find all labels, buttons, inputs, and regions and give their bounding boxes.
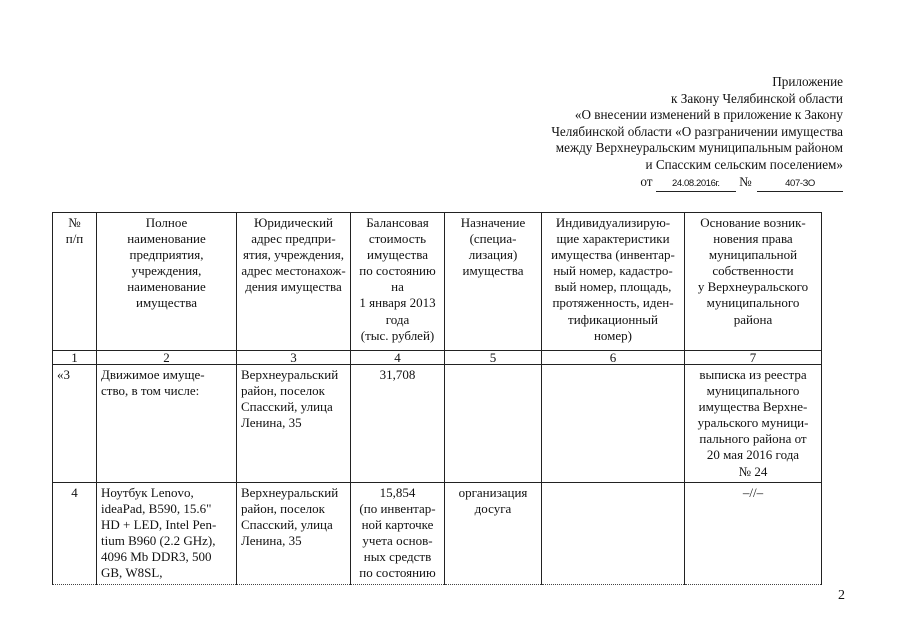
cell-line: Ноутбук Lenovo, [101, 485, 194, 500]
cell-line: лизация) [468, 247, 518, 263]
property-name-cell [97, 483, 237, 585]
cell-line: имущества (инвентар- [551, 247, 675, 263]
header-cell [542, 213, 685, 351]
cell-line: ных средств [363, 549, 432, 565]
cell-line: ideaPad, B590, 15.6" [101, 501, 212, 517]
purpose-cell [445, 365, 542, 483]
cell-line: у Верхнеуральского [697, 279, 809, 295]
property-table [52, 212, 822, 585]
cell-line: ной карточке [361, 517, 434, 533]
cell-line: ный номер, кадастро- [553, 263, 673, 279]
property-name-cell [97, 365, 237, 483]
cell-line: вый номер, площадь, [554, 279, 672, 295]
header-cell [237, 213, 351, 351]
cell-line: по состоянию [359, 565, 436, 581]
cell-line: Спасский, улица [241, 399, 333, 415]
cell-line: 31,708 [379, 367, 416, 382]
cell-line: 15,854 [379, 485, 416, 500]
cell-line: на [391, 279, 404, 295]
cell-line: Верхнеуральский [241, 367, 339, 382]
cell-line: имущества Верхне- [698, 399, 808, 415]
address-cell [237, 483, 351, 585]
cell-line: имущества [136, 295, 197, 311]
cell-line: –//– [742, 485, 764, 500]
cell-line: (по инвентар- [359, 501, 436, 517]
cell-line: Юридический [253, 215, 334, 230]
cell-line: организация [458, 485, 528, 500]
cell-line: номер) [593, 327, 633, 343]
table-row [53, 365, 822, 483]
cell-line: протяженность, иден- [552, 295, 674, 311]
cell-line: района [733, 311, 773, 327]
cell-line: муниципальной [708, 247, 798, 263]
address-cell [237, 365, 351, 483]
cell-line: Балансовая [366, 215, 429, 230]
cell-line: 4096 Mb DDR3, 500 [101, 549, 212, 565]
cell-line: новения права [713, 231, 793, 247]
cell-line: выписка из реестра [699, 367, 807, 382]
cell-line: тификационный [568, 311, 658, 327]
law-date: 24.08.2016г. [656, 177, 736, 192]
cell-line: (специа- [469, 231, 517, 247]
cell-line: собственности [712, 263, 794, 279]
cell-line: GB, W8SL, [101, 565, 163, 581]
header-line: Челябинской области «О разграничении имущества [551, 123, 843, 139]
cell-line: Движимое имуще- [101, 367, 205, 382]
cell-line: муниципального [706, 383, 800, 399]
cell-line: (тыс. рублей) [360, 327, 435, 343]
cell-line: наименование [127, 231, 206, 247]
cell-line: имущества [462, 263, 524, 279]
balance-value-cell [351, 483, 445, 585]
header-cell [53, 213, 97, 351]
header-line: Приложение [772, 74, 843, 89]
row-number-cell [53, 483, 97, 585]
cell-line: адрес предпри- [251, 231, 336, 247]
column-number: 6 [542, 351, 685, 365]
document-header [483, 74, 843, 192]
column-number: 5 [445, 351, 542, 365]
table-row [53, 483, 822, 585]
header-cell [97, 213, 237, 351]
cell-line: район, поселок [241, 501, 325, 517]
column-number-row [53, 351, 822, 365]
cell-line: дения имущества [245, 279, 342, 295]
column-number: 7 [685, 351, 822, 365]
cell-line: п/п [65, 231, 84, 247]
number-prefix: № [739, 173, 752, 189]
cell-line: район, поселок [241, 383, 325, 399]
column-number: 1 [53, 351, 97, 365]
cell-line: «3 [57, 367, 70, 382]
column-number: 3 [237, 351, 351, 365]
ownership-basis-cell [685, 483, 822, 585]
cell-line: щие характеристики [556, 231, 670, 247]
cell-line: Верхнеуральский [241, 485, 339, 500]
law-date-number [483, 174, 843, 192]
cell-line: Ленина, 35 [241, 533, 302, 549]
cell-line: Основание возник- [700, 215, 806, 230]
cell-line: 20 мая 2016 года [706, 447, 800, 463]
cell-line: муниципального [706, 295, 800, 311]
cell-line: № 24 [738, 463, 768, 479]
cell-line: по состоянию [359, 263, 436, 279]
cell-line: учреждения, [131, 263, 202, 279]
header-cell [685, 213, 822, 351]
cell-line: года [385, 311, 410, 327]
cell-line: учета основ- [362, 533, 433, 549]
cell-line: досуга [474, 501, 512, 517]
cell-line: ятия, учреждения, [243, 247, 344, 263]
cell-line: пального района от [699, 431, 807, 447]
cell-line: наименование [127, 279, 206, 295]
table-header-row [53, 213, 822, 351]
cell-line: Индивидуализирую- [555, 215, 671, 230]
column-number: 4 [351, 351, 445, 365]
cell-line: 1 января 2013 [359, 295, 436, 311]
cell-line: Полное [145, 215, 188, 230]
cell-line: HD + LED, Intel Pen- [101, 517, 217, 533]
cell-line: Ленина, 35 [241, 415, 302, 431]
cell-line: Назначение [460, 215, 526, 230]
header-line: между Верхнеуральским муниципальным районом [555, 140, 843, 156]
purpose-cell [445, 483, 542, 585]
cell-line: стоимость [368, 231, 427, 247]
page-number: 2 [838, 588, 845, 603]
cell-line: № [68, 215, 81, 230]
header-line: к Закону Челябинской области [671, 90, 843, 106]
characteristics-cell [542, 365, 685, 483]
cell-line: Спасский, улица [241, 517, 333, 533]
law-number: 407-ЗО [757, 177, 843, 192]
characteristics-cell [542, 483, 685, 585]
cell-line: адрес местонахож- [241, 263, 346, 279]
cell-line: имущества [367, 247, 428, 263]
header-line: и Спасским сельским поселением» [645, 156, 843, 172]
date-prefix: от [640, 173, 653, 189]
cell-line: tium B960 (2.2 GHz), [101, 533, 216, 549]
column-number: 2 [97, 351, 237, 365]
header-cell [351, 213, 445, 351]
cell-line: предприятия, [129, 247, 204, 263]
ownership-basis-cell [685, 365, 822, 483]
header-line: «О внесении изменений в приложение к Закону [574, 107, 843, 123]
row-number-cell [53, 365, 97, 483]
cell-line: уральского муници- [697, 415, 809, 431]
header-cell [445, 213, 542, 351]
balance-value-cell [351, 365, 445, 483]
cell-line: 4 [71, 485, 78, 500]
cell-line: ство, в том числе: [101, 383, 200, 399]
